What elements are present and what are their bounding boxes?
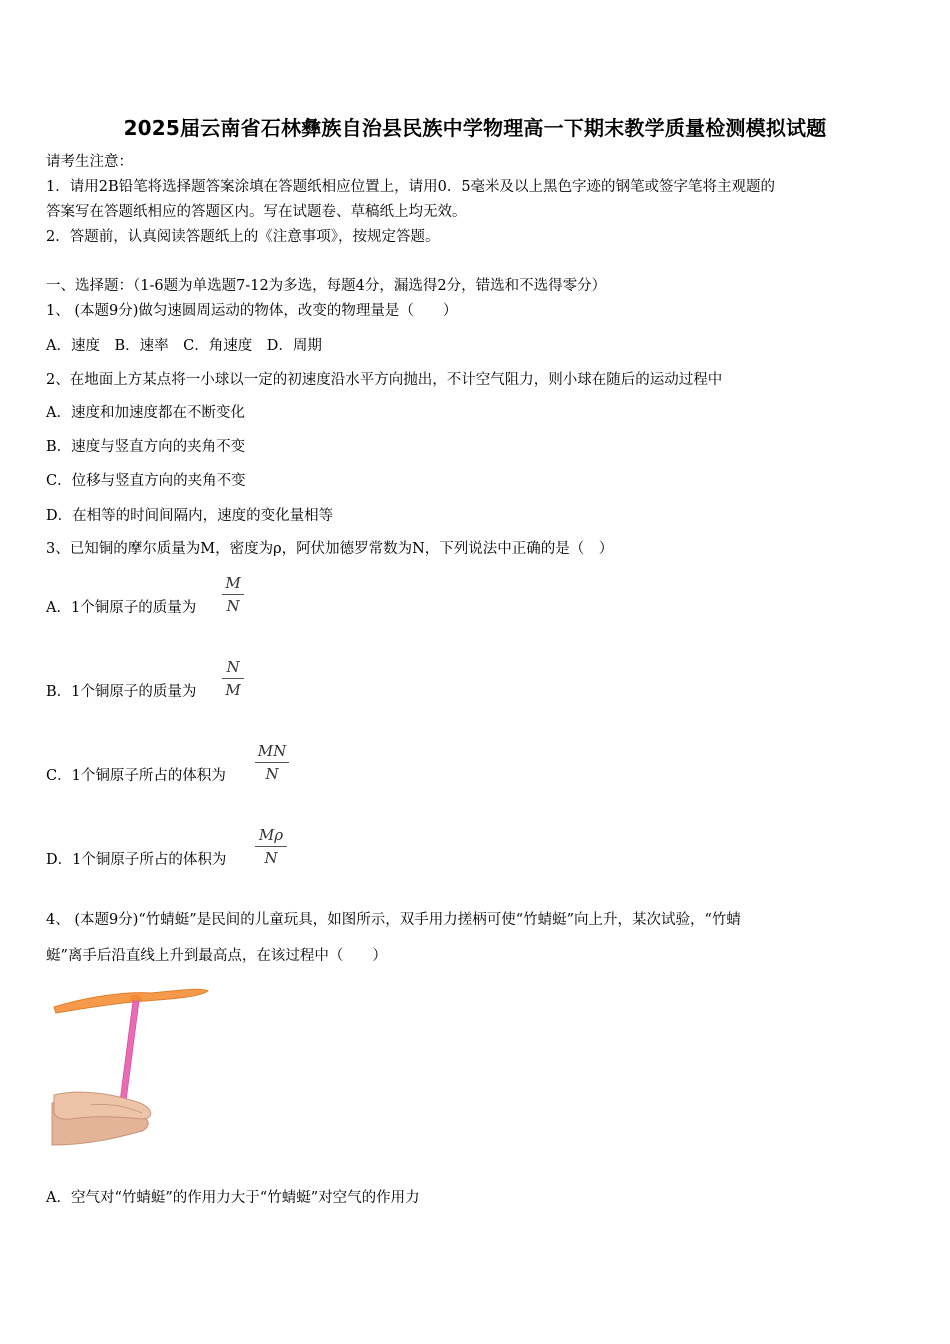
bamboo-dragonfly-illustration xyxy=(50,985,210,1147)
page-title: 2025届云南省石林彝族自治县民族中学物理高一下期末教学质量检测模拟试题 xyxy=(123,116,827,140)
q1-options: A．速度 B．速率 C．角速度 D．周期 xyxy=(46,338,322,354)
q2-option-b: B．速度与竖直方向的夹角不变 xyxy=(46,439,246,455)
q2-option-a: A．速度和加速度都在不断变化 xyxy=(46,405,245,421)
fraction-numerator: N xyxy=(226,658,240,676)
q3-option-a-text: A．1个铜原子的质量为 xyxy=(46,600,197,616)
fraction-numerator: Mρ xyxy=(258,826,284,844)
q4-option-a: A．空气对“竹蜻蜓”的作用力大于“竹蜻蜓”对空气的作用力 xyxy=(46,1190,420,1206)
notice-1-line-b: 答案写在答题纸相应的答题区内。写在试题卷、草稿纸上均无效。 xyxy=(46,204,467,220)
q3-option-d-fraction xyxy=(255,826,287,867)
fraction-denominator: N xyxy=(265,765,279,783)
upper-hand xyxy=(54,1092,151,1119)
q3-option-a-fraction xyxy=(222,574,244,615)
fraction-denominator: M xyxy=(225,681,241,699)
q3-stem: 3、已知铜的摩尔质量为M，密度为ρ，阿伏加德罗常数为N，下列说法中正确的是（ ） xyxy=(46,541,614,557)
q2-option-c: C．位移与竖直方向的夹角不变 xyxy=(46,473,246,489)
fraction-bar xyxy=(222,678,244,679)
q4-stem-line-a: 4、 (本题9分)“竹蜻蜓”是民间的儿童玩具，如图所示，双手用力搓柄可使“竹蜻蜓”向上升，某次试验，“竹蜻 xyxy=(46,912,741,928)
notice-heading: 请考生注意： xyxy=(46,154,133,170)
q3-option-c-fraction xyxy=(255,742,289,783)
q3-option-b-fraction xyxy=(222,658,244,699)
fraction-bar xyxy=(255,846,287,847)
fraction-bar xyxy=(255,762,289,763)
fraction-denominator: N xyxy=(264,849,278,867)
q3-option-b-text: B．1个铜原子的质量为 xyxy=(46,684,197,700)
fraction-denominator: N xyxy=(226,597,240,615)
q2-stem: 2、在地面上方某点将一小球以一定的初速度沿水平方向抛出，不计空气阻力，则小球在随后的运动过程中 xyxy=(46,372,723,388)
handle-stick xyxy=(119,1001,139,1109)
q3-option-d-text: D．1个铜原子所占的体积为 xyxy=(46,852,227,868)
notice-1-line-a: 1．请用2B铅笔将选择题答案涂填在答题纸相应位置上，请用0．5毫米及以上黑色字迹的钢笔或签字笔将主观题的 xyxy=(46,179,776,195)
section-heading: 一、选择题：（1-6题为单选题7-12为多选，每题4分，漏选得2分，错选和不选得零分） xyxy=(46,278,607,294)
q4-stem-line-b: 蜓”离手后沿直线上升到最高点，在该过程中（ ） xyxy=(46,948,387,964)
q2-option-d: D．在相等的时间间隔内，速度的变化量相等 xyxy=(46,508,334,524)
q1-stem: 1、 (本题9分)做匀速圆周运动的物体，改变的物理量是（ ） xyxy=(46,303,458,319)
q3-option-c-text: C．1个铜原子所占的体积为 xyxy=(46,768,226,784)
notice-2: 2．答题前，认真阅读答题纸上的《注意事项》，按规定答题。 xyxy=(46,229,440,245)
fraction-bar xyxy=(222,594,244,595)
fraction-numerator: MN xyxy=(257,742,287,760)
fraction-numerator: M xyxy=(225,574,241,592)
